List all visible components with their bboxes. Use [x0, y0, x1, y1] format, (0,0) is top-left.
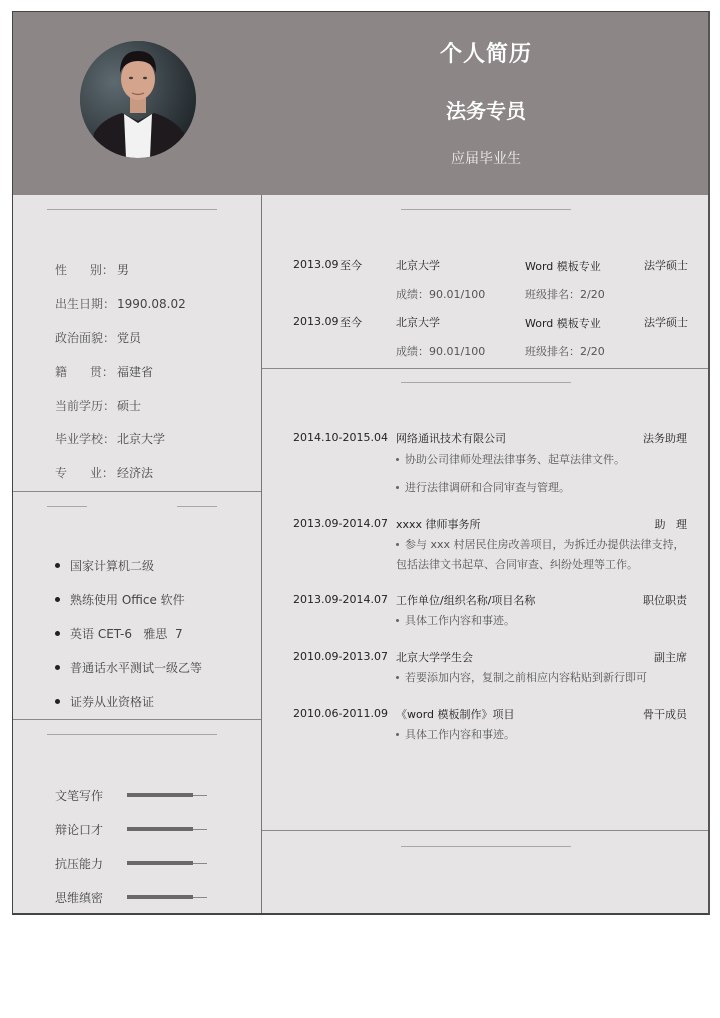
bullet-icon [55, 631, 60, 636]
certificate-text: 熟练使用 Office 软件 [70, 593, 185, 607]
edu-rank-label: 班级排名： [525, 288, 580, 301]
exp-bullet-text: 参与 xxx 村居民住房改善项目，为拆迁办提供法律支持，包括法律文书起草、合同审查、纠纷处理等工作。 [396, 538, 685, 571]
bullet-icon [396, 733, 399, 736]
exp-role: 骨干成员 [643, 708, 687, 721]
certificate-text: 英语 CET-6 雅思 7 [70, 627, 183, 641]
exp-bullet-text: 具体工作内容和事迹。 [405, 614, 515, 627]
edu-start-date: 2013.09 [293, 315, 339, 328]
section-heading-line-right [177, 506, 217, 507]
info-value: 男 [117, 263, 130, 277]
section-divider [262, 830, 708, 831]
info-education-level [55, 397, 141, 414]
info-hometown [55, 363, 153, 380]
edu-school: 北京大学 [396, 259, 440, 272]
edu-end-date: 至今 [340, 316, 362, 329]
exp-role: 助 理 [654, 518, 687, 531]
certificate-item [55, 557, 154, 574]
info-value: 1990.08.02 [117, 297, 186, 311]
certificate-item [55, 625, 183, 642]
bullet-icon [55, 563, 60, 568]
certificate-text: 国家计算机二级 [70, 559, 155, 573]
certificate-item [55, 591, 185, 608]
edu-score: 90.01/100 [429, 288, 486, 301]
skill-bar-fill [127, 895, 193, 899]
exp-role: 副主席 [654, 651, 687, 664]
info-label: 籍 贯： [55, 365, 114, 379]
resume-header [13, 12, 708, 195]
edu-score-label: 成绩： [396, 345, 429, 358]
skill-name: 思维缜密 [55, 891, 104, 905]
info-birthdate [55, 295, 186, 312]
skill-item [55, 889, 225, 905]
exp-bullet-text: 进行法律调研和合同审查与管理。 [405, 481, 570, 494]
resume-page [12, 11, 710, 915]
certificate-text: 普通话水平测试一级乙等 [70, 661, 203, 675]
section-heading-line [47, 209, 217, 210]
exp-bullet [396, 450, 696, 470]
candidate-status: 应届毕业生 [451, 151, 521, 167]
edu-start-date: 2013.09 [293, 258, 339, 271]
bullet-icon [396, 676, 399, 679]
info-label: 当前学历： [55, 399, 116, 413]
bullet-icon [396, 543, 399, 546]
certificate-item [55, 659, 202, 676]
exp-bullet-text: 协助公司律师处理法律事务、起草法律文件。 [405, 453, 625, 466]
info-label: 专 业： [55, 466, 114, 480]
bullet-icon [55, 665, 60, 670]
info-value: 北京大学 [117, 432, 166, 446]
edu-score: 90.01/100 [429, 345, 486, 358]
exp-bullet [396, 725, 696, 745]
edu-degree: 法学硕士 [644, 259, 688, 272]
skill-bar-fill [127, 793, 193, 797]
info-value: 福建省 [117, 365, 154, 379]
bullet-icon [396, 486, 399, 489]
edu-degree: 法学硕士 [644, 316, 688, 329]
exp-organization: 工作单位/组织名称/项目名称 [396, 594, 536, 607]
info-gender [55, 261, 129, 278]
bullet-icon [396, 619, 399, 622]
edu-rank: 2/20 [580, 345, 605, 358]
exp-bullet-text: 具体工作内容和事迹。 [405, 728, 515, 741]
edu-rank: 2/20 [580, 288, 605, 301]
info-value: 硕士 [117, 399, 142, 413]
info-label: 性 别： [55, 263, 114, 277]
skill-name: 抗压能力 [55, 857, 104, 871]
certificate-item [55, 693, 154, 710]
exp-date: 2013.09-2014.07 [293, 517, 388, 530]
skill-bar-fill [127, 827, 193, 831]
exp-organization: 网络通讯技术有限公司 [396, 432, 506, 445]
profile-photo [80, 41, 196, 158]
skill-bar-fill [127, 861, 193, 865]
exp-date: 2010.06-2011.09 [293, 707, 388, 720]
info-value: 党员 [117, 331, 142, 345]
exp-organization: 北京大学学生会 [396, 651, 473, 664]
person-photo-icon [80, 41, 196, 158]
info-political-status [55, 329, 141, 346]
info-school [55, 430, 165, 447]
section-divider [13, 719, 261, 720]
skill-item [55, 855, 225, 871]
section-heading-line [401, 209, 571, 210]
exp-bullet [396, 478, 696, 498]
skill-item [55, 821, 225, 837]
exp-role: 职位职责 [643, 594, 687, 607]
exp-date: 2014.10-2015.04 [293, 431, 388, 444]
edu-score-label: 成绩： [396, 288, 429, 301]
exp-bullet-text: 若要添加内容，复制之前相应内容粘贴到新行即可 [405, 671, 647, 684]
exp-organization: xxxx 律师事务所 [396, 518, 481, 531]
section-divider [13, 491, 261, 492]
edu-major: Word 模板专业 [525, 317, 601, 330]
exp-bullet [396, 668, 696, 688]
bullet-icon [55, 699, 60, 704]
info-label: 毕业学校： [55, 432, 116, 446]
section-divider [262, 368, 708, 369]
info-label: 政治面貌： [55, 331, 116, 345]
edu-rank-label: 班级排名： [525, 345, 580, 358]
section-heading-line [401, 846, 571, 847]
exp-bullet [396, 611, 696, 631]
info-major [55, 464, 153, 481]
info-label: 出生日期： [55, 297, 116, 311]
bullet-icon [396, 458, 399, 461]
job-position: 法务专员 [446, 99, 526, 123]
bullet-icon [55, 597, 60, 602]
section-heading-line [401, 382, 571, 383]
exp-organization: 《word 模板制作》项目 [396, 708, 515, 721]
section-heading-line-left [47, 506, 87, 507]
exp-role: 法务助理 [643, 432, 687, 445]
column-divider [261, 195, 262, 913]
skill-name: 辩论口才 [55, 823, 104, 837]
edu-major: Word 模板专业 [525, 260, 601, 273]
skill-item [55, 787, 225, 803]
exp-date: 2010.09-2013.07 [293, 650, 388, 663]
edu-end-date: 至今 [340, 259, 362, 272]
exp-date: 2013.09-2014.07 [293, 593, 388, 606]
section-heading-line [47, 734, 217, 735]
skill-name: 文笔写作 [55, 789, 104, 803]
certificate-text: 证券从业资格证 [70, 695, 155, 709]
edu-school: 北京大学 [396, 316, 440, 329]
resume-title: 个人简历 [439, 42, 532, 67]
exp-bullet [396, 535, 686, 575]
info-value: 经济法 [117, 466, 154, 480]
